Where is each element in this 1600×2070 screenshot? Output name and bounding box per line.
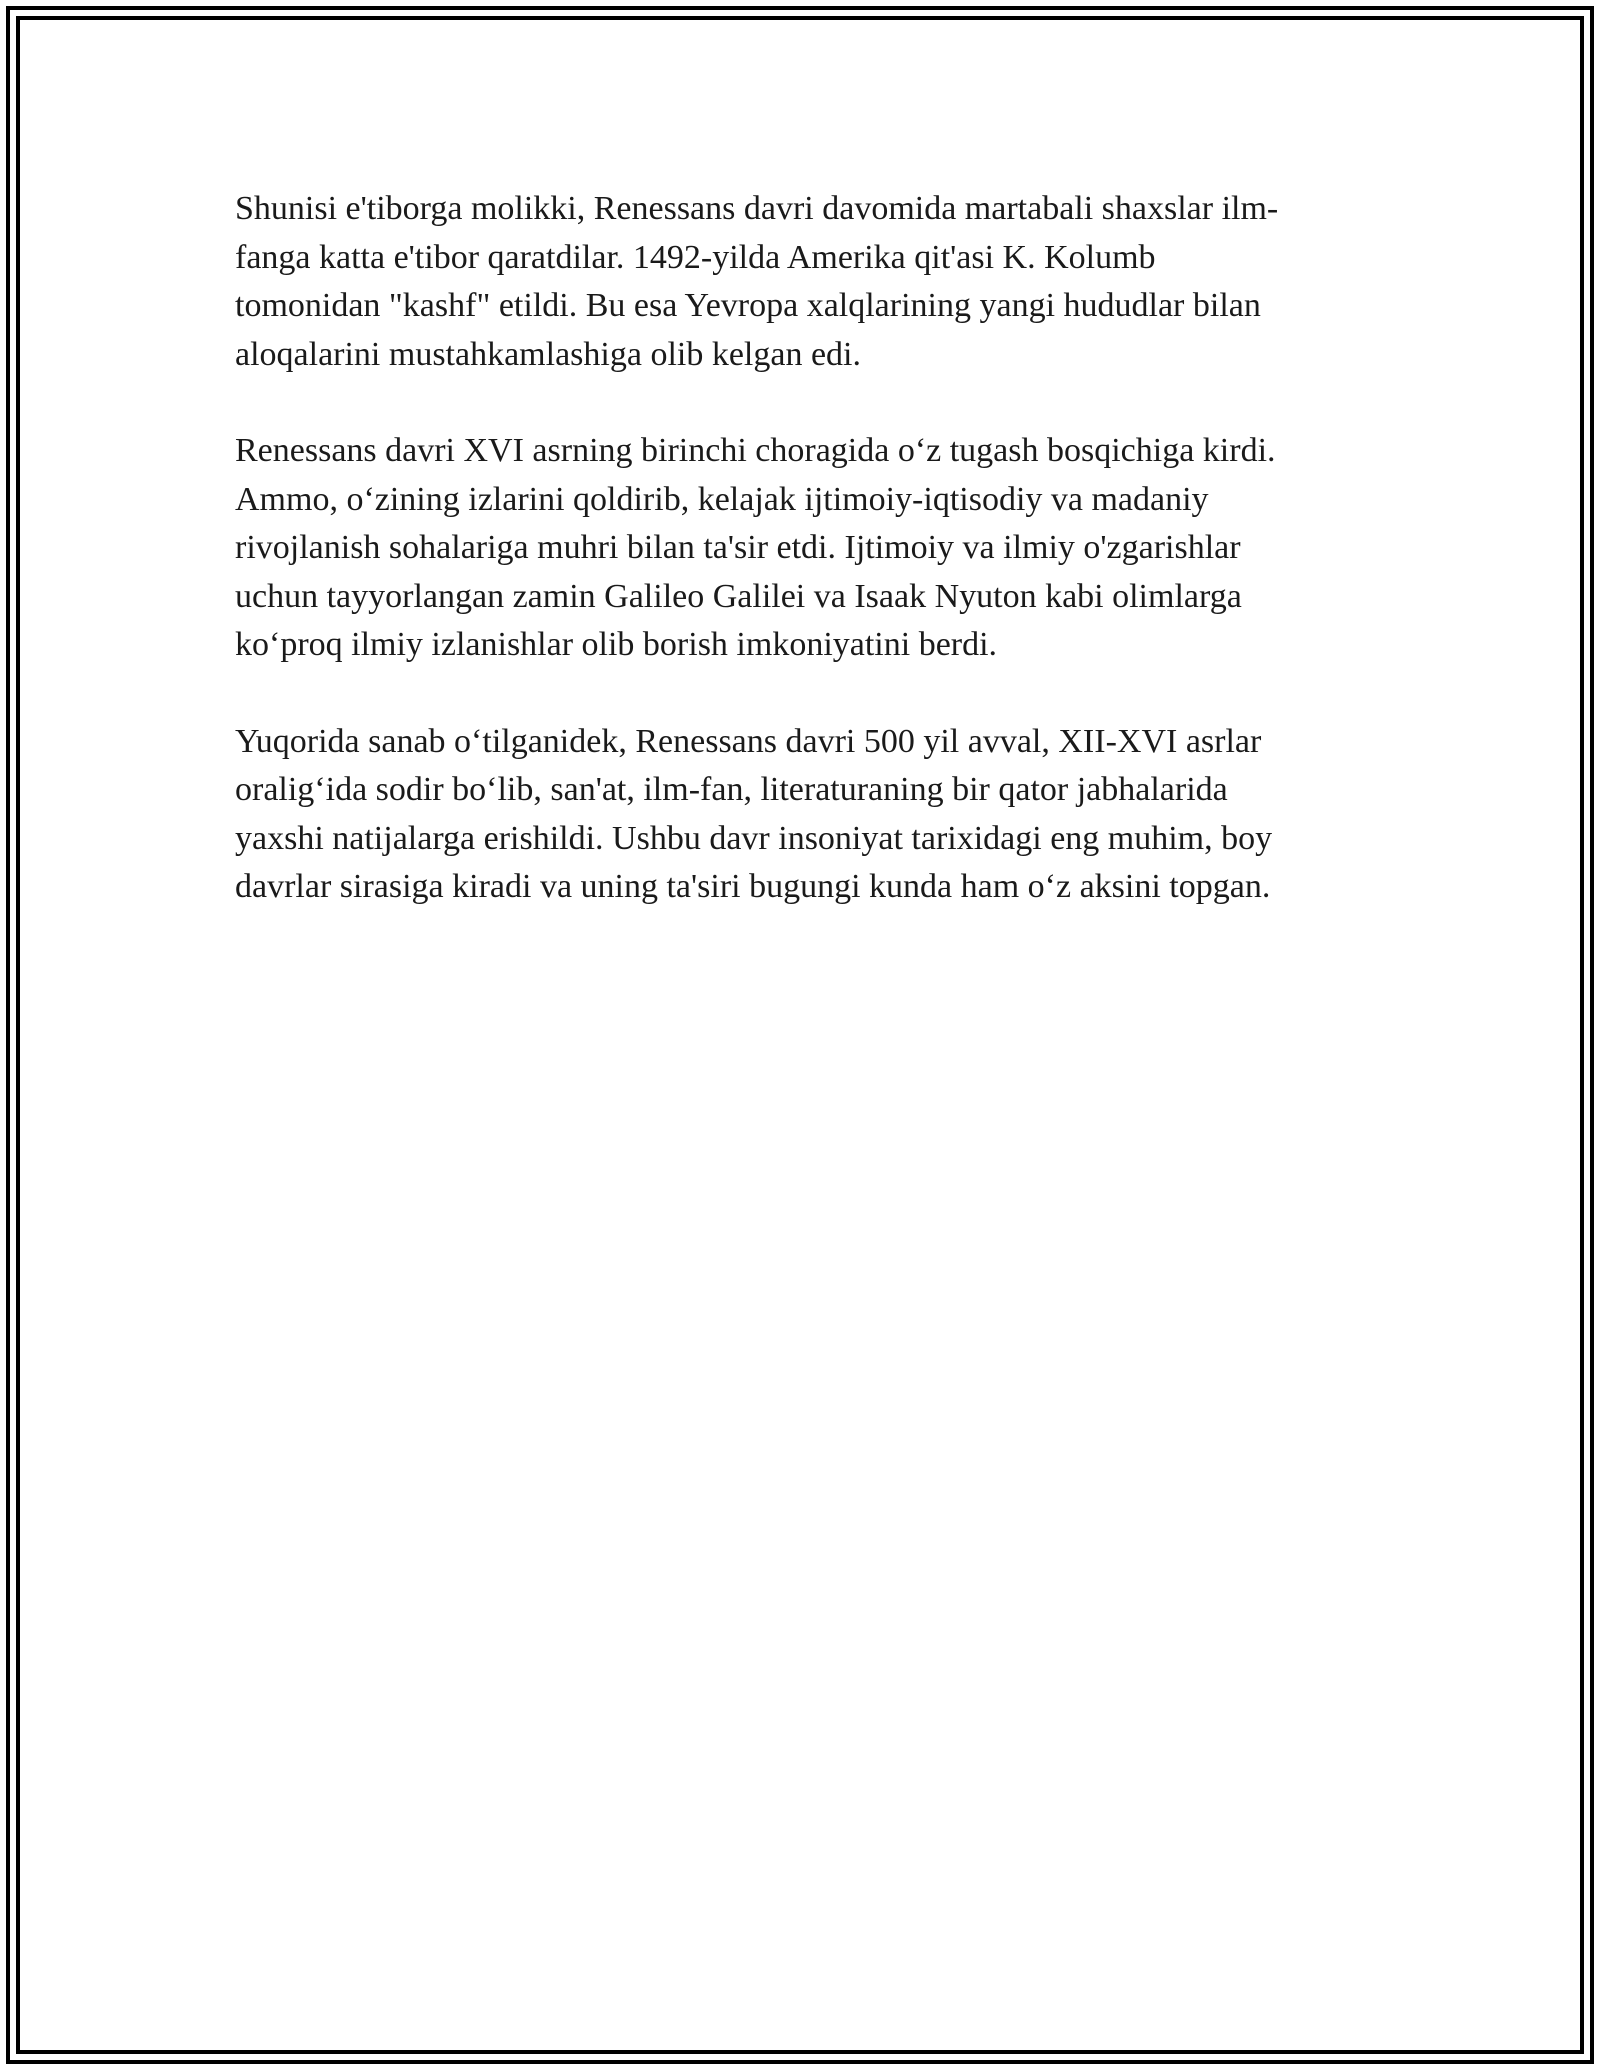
paragraph-line: oralig‘ida sodir bo‘lib, san'at, ilm-fan, literaturaning bir qator jabhalarida bbox=[235, 771, 1228, 808]
paragraph-line: fanga katta e'tibor qaratdilar. 1492-yilda Amerika qit'asi K. Kolumb bbox=[235, 238, 1156, 276]
paragraph-3 bbox=[235, 718, 1375, 912]
paragraph-1 bbox=[235, 185, 1375, 379]
paragraph-line: Renessans davri XVI asrning birinchi choragida o‘z tugash bosqichiga kirdi. bbox=[235, 432, 1276, 469]
paragraph-line: uchun tayyorlangan zamin Galileo Galilei va Isaak Nyuton kabi olimlarga bbox=[235, 577, 1242, 615]
paragraph-line: ko‘proq ilmiy izlanishlar olib borish imkoniyatini berdi. bbox=[235, 626, 998, 663]
paragraph-line: yaxshi natijalarga erishildi. Ushbu davr insoniyat tarixidagi eng muhim, boy bbox=[235, 819, 1273, 857]
paragraph-line: rivojlanish sohalariga muhri bilan ta'sir etdi. Ijtimoiy va ilmiy o'zgarishlar bbox=[235, 529, 1241, 566]
paragraph-line: aloqalarini mustahkamlashiga olib kelgan edi. bbox=[235, 335, 861, 373]
paragraph-line: tomonidan "kashf" etildi. Bu esa Yevropa xalqlarining yangi hududlar bilan bbox=[235, 287, 1261, 324]
paragraph-line: Ammo, o‘zining izlarini qoldirib, kelajak ijtimoiy-iqtisodiy va madaniy bbox=[235, 480, 1209, 518]
paragraph-line: Shunisi e'tiborga molikki, Renessans davri davomida martabali shaxslar ilm- bbox=[235, 190, 1279, 227]
paragraph-2 bbox=[235, 427, 1375, 670]
paragraph-line: davrlar sirasiga kiradi va uning ta'siri bugungi kunda ham o‘z aksini topgan. bbox=[235, 868, 1271, 905]
paragraph-line: Yuqorida sanab o‘tilganidek, Renessans davri 500 yil avval, XII-XVI asrlar bbox=[235, 722, 1262, 760]
document-body bbox=[235, 185, 1375, 960]
